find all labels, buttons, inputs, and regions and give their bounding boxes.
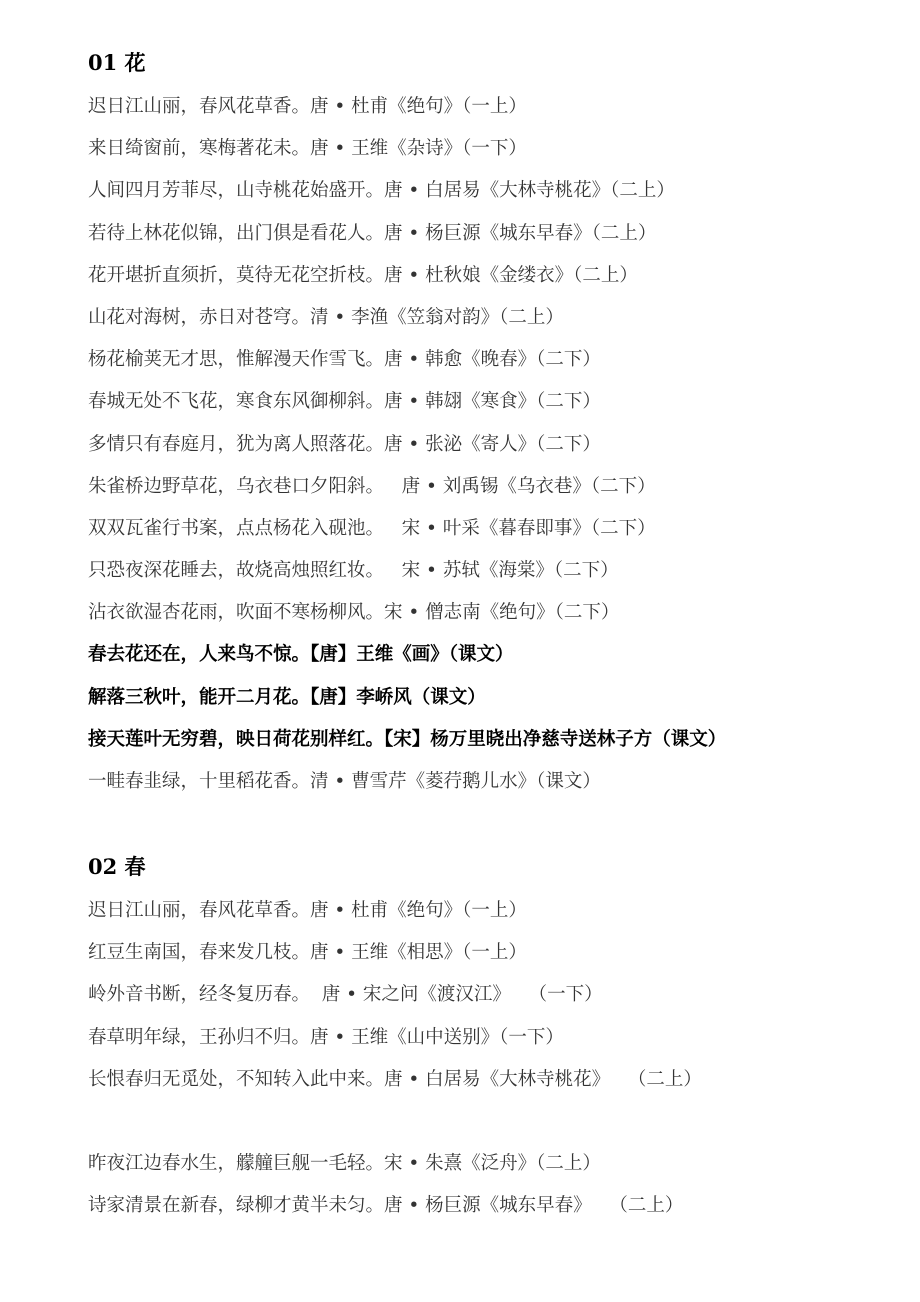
poem-line: 来日绮窗前，寒梅著花未。唐 • 王维《杂诗》（一下） <box>88 138 527 160</box>
poem-line: 春草明年绿，王孙归不归。唐 • 王维《山中送别》（一下） <box>88 1026 564 1048</box>
poem-line: 朱雀桥边野草花，乌衣巷口夕阳斜。 唐 • 刘禹锡《乌衣巷》（二下） <box>88 475 656 497</box>
poem-line: 只恐夜深花睡去，故烧高烛照红妆。 宋 • 苏轼《海棠》（二下） <box>88 560 619 582</box>
poem-line: 双双瓦雀行书案，点点杨花入砚池。 宋 • 叶采《暮春即事》（二下） <box>88 517 656 539</box>
poem-line: 若待上林花似锦，出门俱是看花人。唐 • 杨巨源《城东早春》（二上） <box>88 222 657 244</box>
poem-line: 春城无处不飞花，寒食东风御柳斜。唐 • 韩翃《寒食》（二下） <box>88 391 601 413</box>
poem-line: 接天莲叶无穷碧，映日荷花别样红。【宋】杨万里晓出净慈寺送林子方（课文） <box>88 728 727 750</box>
section-spring <box>88 848 702 1228</box>
poem-line: 一畦春韭绿，十里稻花香。清 • 曹雪芹《菱荇鹅儿水》（课文） <box>88 771 601 792</box>
poem-line: 花开堪折直须折，莫待无花空折枝。唐 • 杜秋娘《金缕衣》（二上） <box>88 264 638 286</box>
poem-line: 杨花榆荚无才思，惟解漫天作雪飞。唐 • 韩愈《晚春》（二下） <box>88 349 601 371</box>
poem-line: 人间四月芳菲尽，山寺桃花始盛开。唐 • 白居易《大林寺桃花》（二上） <box>88 180 675 202</box>
section-heading: 02 春 <box>88 854 146 879</box>
poem-line: 红豆生南国，春来发几枝。唐 • 王维《相思》（一上） <box>88 942 527 964</box>
poem-line: 诗家清景在新春，绿柳才黄半未匀。唐 • 杨巨源《城东早春》 （二上） <box>88 1195 684 1217</box>
poem-line: 迟日江山丽，春风花草香。唐 • 杜甫《绝句》（一上） <box>88 900 527 921</box>
section-heading: 01 花 <box>88 50 146 75</box>
poem-line: 昨夜江边春水生，艨艟巨舰一毛轻。宋 • 朱熹《泛舟》（二上） <box>88 1153 601 1175</box>
poem-line: 沾衣欲湿杏花雨，吹面不寒杨柳风。宋 • 僧志南《绝句》（二下） <box>88 602 620 624</box>
blank-line <box>88 1101 702 1143</box>
poem-line: 岭外音书断，经冬复历春。 唐 • 宋之问《渡汉江》 （一下） <box>88 984 603 1006</box>
poem-line: 多情只有春庭月，犹为离人照落花。唐 • 张泌《寄人》（二下） <box>88 433 601 455</box>
poem-line: 长恨春归无觅处，不知转入此中来。唐 • 白居易《大林寺桃花》 （二上） <box>88 1068 702 1090</box>
poem-line: 解落三秋叶，能开二月花。【唐】李峤风（课文） <box>88 686 486 708</box>
poem-list <box>88 890 702 1228</box>
poem-line: 迟日江山丽，春风花草香。唐 • 杜甫《绝句》（一上） <box>88 96 527 117</box>
poem-line: 春去花还在，人来鸟不惊。【唐】王维《画》（课文） <box>88 644 514 666</box>
section-flower <box>88 44 726 803</box>
poem-list <box>88 86 726 803</box>
poem-line: 山花对海树，赤日对苍穹。清 • 李渔《笠翁对韵》（二上） <box>88 306 564 328</box>
